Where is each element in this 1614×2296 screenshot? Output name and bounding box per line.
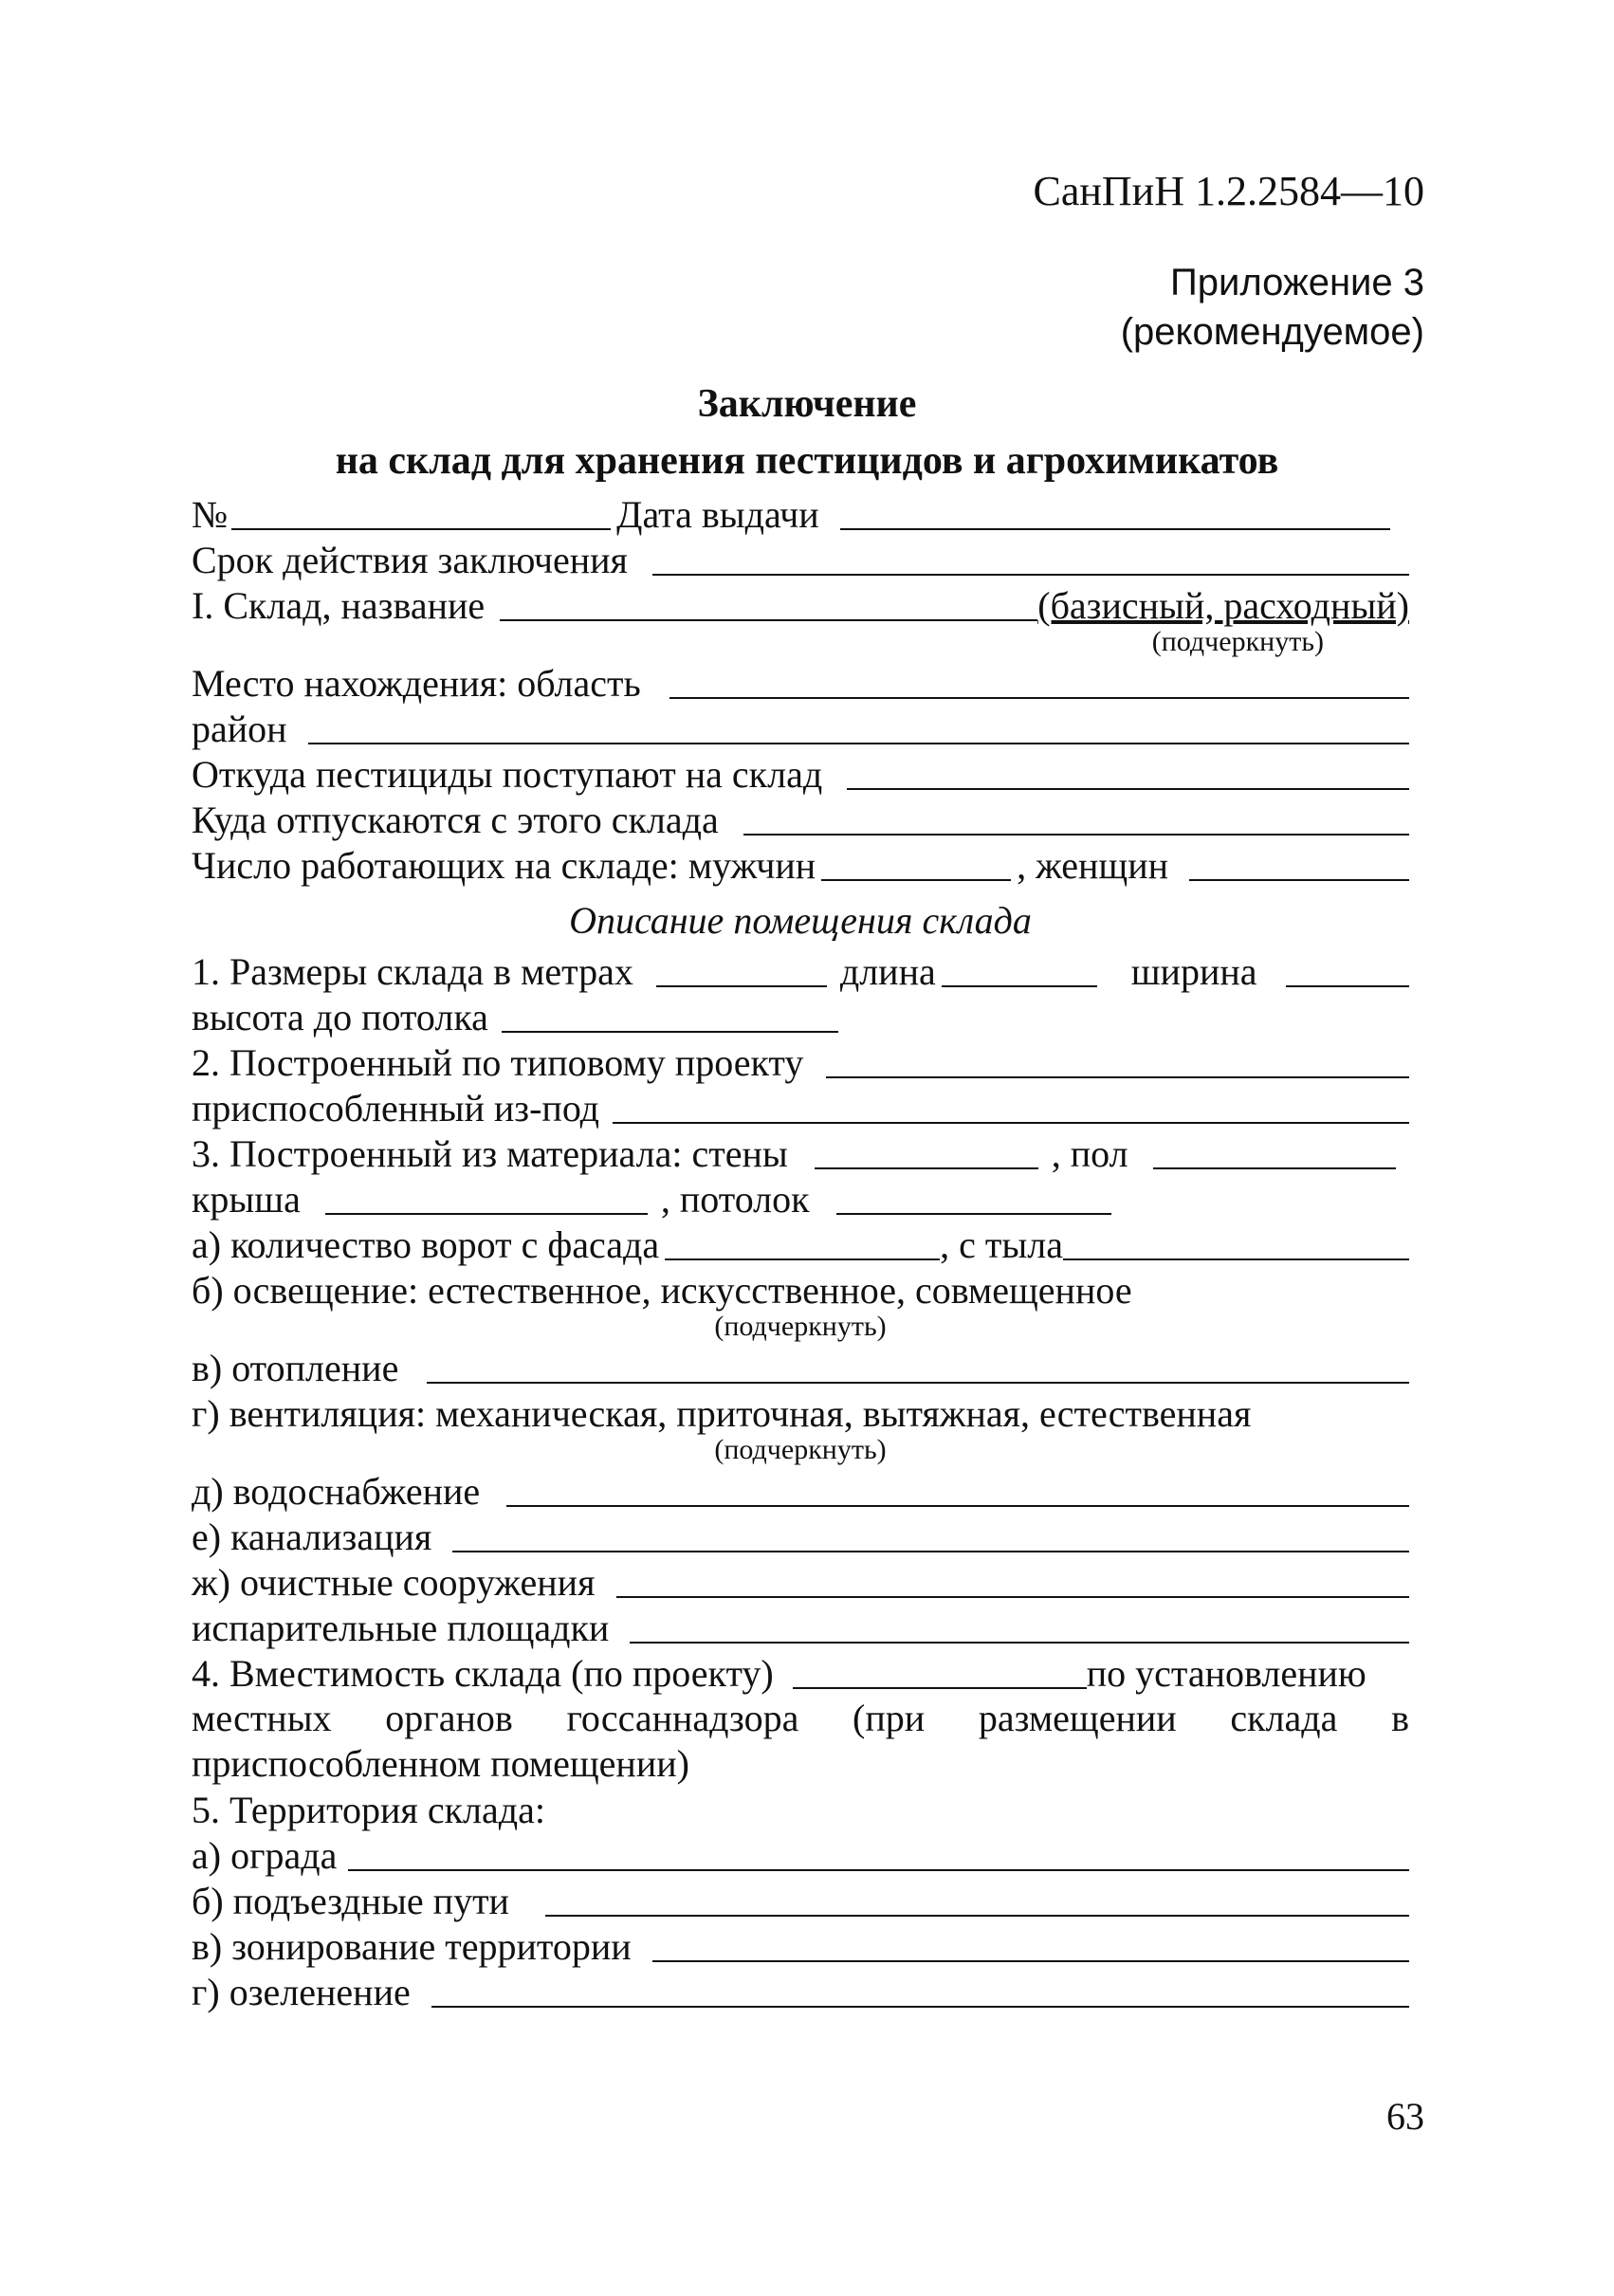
width-label: ширина (1130, 950, 1257, 993)
validity-row (192, 537, 1409, 582)
length-field[interactable] (942, 985, 1097, 987)
fence-label: а) ограда (192, 1834, 338, 1877)
issue-date-field[interactable] (840, 528, 1390, 530)
water-label: д) водоснабжение (192, 1470, 481, 1513)
capacity-label: 4. Вместимость склада (по проекту) (192, 1652, 774, 1695)
adapted-label: приспособленный из-под (192, 1087, 600, 1130)
warehouse-type-options: (базисный, расходный) (1037, 584, 1409, 627)
district-label: район (192, 707, 287, 750)
treatment-label: ж) очистные сооружения (192, 1561, 596, 1604)
length-label: длина (839, 950, 936, 993)
workers-men-field[interactable] (821, 879, 1011, 881)
territory-label: 5. Территория склада: (192, 1789, 545, 1831)
source-label: Откуда пестициды поступают на склад (192, 753, 823, 796)
workers-women-field[interactable] (1189, 879, 1409, 881)
warehouse-name-label: I. Склад, название (192, 584, 486, 627)
validity-field[interactable] (652, 574, 1409, 576)
greening-label: г) озеленение (192, 1971, 411, 2013)
heating-field[interactable] (427, 1382, 1409, 1384)
document-title (0, 376, 1614, 489)
section-title: Описание помещения склада (569, 899, 1032, 942)
adapted-field[interactable] (613, 1122, 1409, 1124)
location-region-row (192, 660, 1409, 706)
source-field[interactable] (847, 788, 1409, 790)
gates-rear-label: , с тыла (940, 1223, 1063, 1266)
capacity-local-label: по установлению (1086, 1652, 1366, 1695)
height-field[interactable] (502, 1031, 838, 1033)
issue-date-label: Дата выдачи (616, 493, 819, 536)
ceiling-label: , потолок (660, 1178, 810, 1221)
height-label: высота до потолка (192, 996, 488, 1038)
validity-label: Срок действия заключения (192, 539, 628, 581)
sewer-row (192, 1514, 1409, 1559)
number-label: № (192, 493, 229, 536)
greening-row (192, 1969, 1409, 2014)
document-code: СанПиН 1.2.2584—10 (1033, 168, 1424, 214)
title-line-1: Заключение (697, 382, 917, 426)
height-row (192, 994, 1409, 1039)
floor-field[interactable] (1153, 1167, 1396, 1169)
capacity-row (192, 1650, 1409, 1696)
floor-label: , пол (1051, 1132, 1128, 1175)
warehouse-name-row (192, 582, 1409, 628)
material-row (192, 1130, 1409, 1176)
source-row (192, 751, 1409, 797)
region-field[interactable] (669, 697, 1409, 699)
water-row (192, 1468, 1409, 1514)
treatment-field[interactable] (616, 1596, 1410, 1598)
lighting-row (192, 1267, 1409, 1313)
standard-project-row (192, 1039, 1409, 1085)
workers-row (192, 842, 1409, 888)
workers-men-label: Число работающих на складе: мужчин (192, 844, 816, 887)
sewer-label: е) канализация (192, 1515, 432, 1558)
destination-row (192, 797, 1409, 842)
roof-label: крыша (192, 1178, 301, 1221)
zoning-row (192, 1923, 1409, 1969)
appendix-number: Приложение 3 (1170, 262, 1424, 303)
heating-label: в) отопление (192, 1347, 399, 1389)
access-roads-row (192, 1878, 1409, 1923)
access-roads-field[interactable] (545, 1915, 1409, 1917)
ventilation-label: г) вентиляция: механическая, приточная, вытяжная, естественная (192, 1392, 1252, 1435)
warehouse-name-field[interactable] (500, 619, 1037, 621)
gates-rear-field[interactable] (1063, 1258, 1409, 1260)
zoning-label: в) зонирование территории (192, 1925, 632, 1968)
zoning-field[interactable] (652, 1960, 1409, 1962)
conclusion-form (192, 491, 1409, 2014)
width-field[interactable] (1286, 985, 1409, 987)
number-field[interactable] (231, 528, 611, 530)
sewer-field[interactable] (452, 1551, 1409, 1552)
appendix-status: (рекомендуемое) (1120, 311, 1424, 353)
ventilation-underline-note: (подчеркнуть) (714, 1434, 887, 1465)
district-row (192, 706, 1409, 751)
gates-label: а) количество ворот с фасада (192, 1223, 660, 1266)
ceiling-field[interactable] (836, 1213, 1111, 1215)
underline-note: (подчеркнуть) (1151, 626, 1324, 657)
gates-row (192, 1221, 1409, 1267)
capacity-field[interactable] (793, 1687, 1087, 1689)
capacity-paragraph: местных органов госсаннадзора (при размещении склада в приспособленном помещении) (192, 1697, 1409, 1785)
evaporation-field[interactable] (630, 1642, 1409, 1644)
size-field[interactable] (656, 985, 827, 987)
page-number: 63 (1386, 2095, 1424, 2138)
walls-field[interactable] (815, 1167, 1038, 1169)
water-field[interactable] (506, 1505, 1409, 1507)
roof-row (192, 1176, 1409, 1221)
lighting-underline-note: (подчеркнуть) (714, 1311, 887, 1342)
appendix-label (1121, 258, 1424, 357)
destination-label: Куда отпускаются с этого склада (192, 799, 719, 841)
lighting-label: б) освещение: естественное, искусственное, совмещенное (192, 1269, 1132, 1312)
district-field[interactable] (308, 743, 1409, 744)
title-line-2: на склад для хранения пестицидов и агрохимикатов (335, 439, 1279, 483)
treatment-row (192, 1559, 1409, 1605)
adapted-row (192, 1085, 1409, 1130)
standard-project-field[interactable] (826, 1076, 1409, 1078)
destination-field[interactable] (743, 834, 1409, 836)
material-walls-label: 3. Построенный из материала: стены (192, 1132, 788, 1175)
size-label: 1. Размеры склада в метрах (192, 950, 633, 993)
location-region-label: Место нахождения: область (192, 662, 641, 705)
fence-row (192, 1832, 1409, 1878)
roof-field[interactable] (325, 1213, 648, 1215)
access-roads-label: б) подъездные пути (192, 1880, 509, 1922)
number-date-row (192, 491, 1409, 537)
evaporation-label: испарительные площадки (192, 1607, 610, 1649)
greening-field[interactable] (431, 2006, 1409, 2008)
workers-women-label: , женщин (1017, 844, 1169, 887)
gates-front-field[interactable] (665, 1258, 940, 1260)
territory-row (192, 1787, 1409, 1832)
size-row (192, 948, 1409, 994)
fence-field[interactable] (348, 1869, 1409, 1871)
ventilation-row (192, 1390, 1409, 1436)
evaporation-row (192, 1605, 1409, 1650)
standard-project-label: 2. Построенный по типовому проекту (192, 1041, 804, 1084)
heating-row (192, 1345, 1409, 1390)
